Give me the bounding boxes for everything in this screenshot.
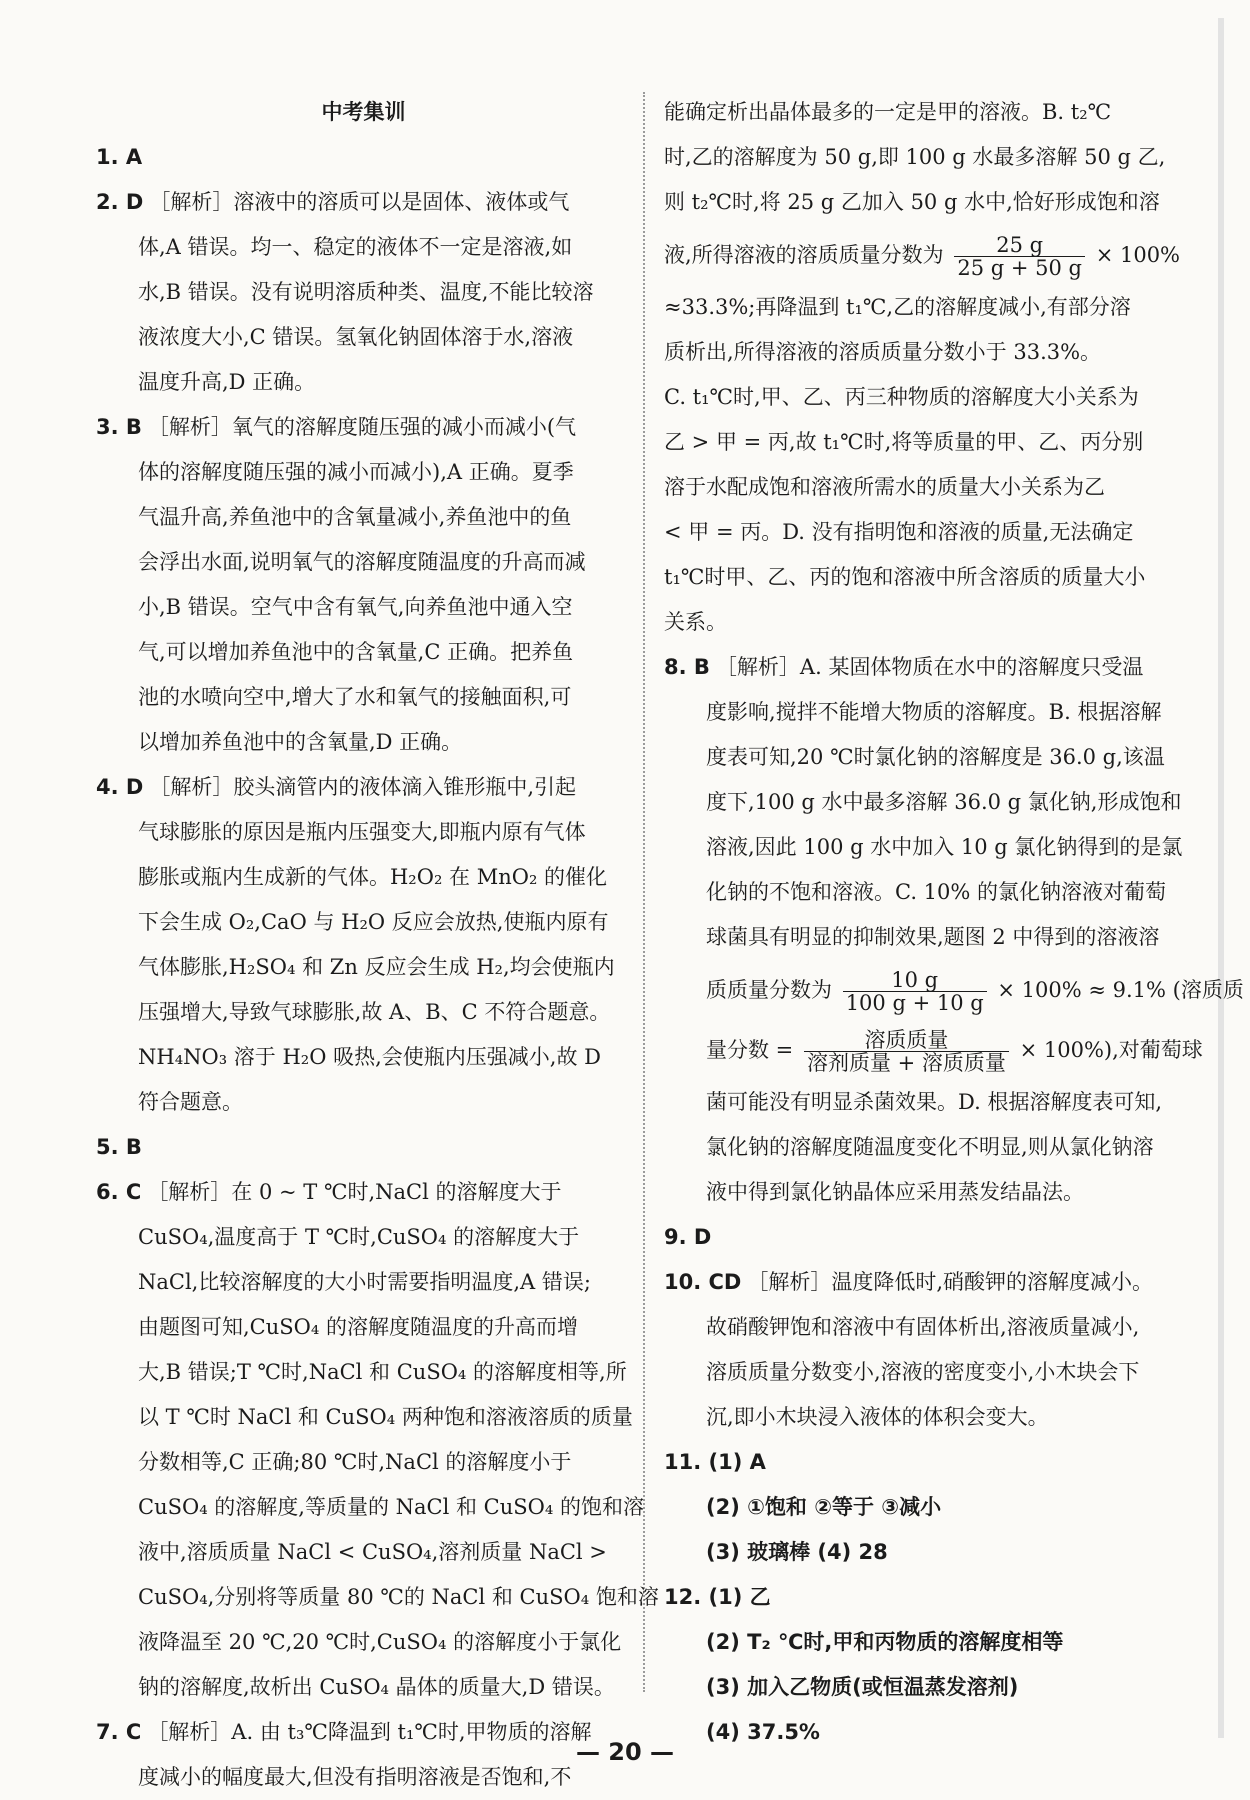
- fraction-line-3: 量分数 = $\frac{\text{溶质质量}}{\text{溶剂质量 + 溶质质量}}$ × 100%),对葡萄球: [706, 1028, 1203, 1075]
- answer-12: 12. (1) 乙 (2) T₂ ℃时,甲和丙物质的溶解度相等 (3) 加入乙物质(或恒温蒸发溶剂) (4) 37.5%: [664, 1585, 1064, 1744]
- page-number: — 20 —: [575, 1738, 675, 1766]
- answer-7: 7. C ［解析］A. 由 t₃℃降温到 t₁℃时,甲物质的溶解 度减小的幅度最大,但没有指明溶液是否饱和,不: [96, 1720, 592, 1789]
- right-column: [664, 90, 1244, 1755]
- page-edge-shadow: [1218, 18, 1224, 1738]
- fraction-line-1: 液,所得溶液的溶质质量分数为 $\frac{25 g}{25 g + 50 g}$ × 100%: [664, 233, 1181, 280]
- answer-11: 11. (1) A (2) ①饱和 ②等于 ③减小 (3) 玻璃棒 (4) 28: [664, 1450, 942, 1564]
- answer-9: 9. D: [664, 1225, 712, 1249]
- answer-7-continued: 能确定析出晶体最多的一定是甲的溶液。B. t₂℃ 时,乙的溶解度为 50 g,即 100 g 水最多溶解 50 g 乙, 则 t₂℃时,将 25 g 乙加入 50 g 水中,恰好形成饱和溶 液,所得溶液的溶质质量分数为 $\frac{25 g}{25 g + 50 g}$ × 100% ≈33.3%;再降温到 t₁℃,乙的溶解度减小,有部分溶 质析出,所得溶液的溶质质量分数小于 33.3%。 C. t₁℃时,甲、乙、丙三种物质的溶解度大小关系为 乙 > 甲 = 丙,故 t₁℃时,将等质量的甲、乙、丙分别 溶于水配成饱和溶液所需水的质量大小关系为乙 < 甲 = 丙。D. 没有指明饱和溶液的质量,无法确定 t₁℃时甲、乙、丙的饱和溶液中所含溶质的质量大小 关系。: [664, 100, 1181, 634]
- answer-8: 8. B ［解析］A. 某固体物质在水中的溶解度只受温 度影响,搅拌不能增大物质的溶解度。B. 根据溶解 度表可知,20 ℃时氯化钠的溶解度是 36.0 g,该温 度下,100 g 水中最多溶解 36.0 g 氯化钠,形成饱和 溶液,因此 100 g 水中加入 10 g 氯化钠得到的是氯 化钠的不饱和溶液。C. 10% 的氯化钠溶液对葡萄 球菌具有明显的抑制效果,题图 2 中得到的溶液溶 质质量分数为 $\frac{10 g}{100 g + 10 g}$ × 100% ≈ 9.1% (溶质质 量分数 = $\frac{\text{溶质质量}}{\text{溶剂质量 + 溶质质量}}$ × 100%),对葡萄球 菌可能没有明显杀菌效果。D. 根据溶解度表可知, 氯化钠的溶解度随温度变化不明显,则从氯化钠溶 液中得到氯化钠晶体应采用蒸发结晶法。: [664, 655, 1244, 1204]
- definition-fraction-formula: $\frac{\text{溶质质量}}{\text{溶剂质量 + 溶质质量}}$: [804, 1029, 1009, 1074]
- answer-6: 6. C ［解析］在 0 ~ T ℃时,NaCl 的溶解度大于 CuSO₄,温度高于 T ℃时,CuSO₄ 的溶解度大于 NaCl,比较溶解度的大小时需要指明温度,A 错误; 由题图可知,CuSO₄ 的溶解度随温度的升高而增 大,B 错误;T ℃时,NaCl 和 CuSO₄ 的溶解度相等,所 以 T ℃时 NaCl 和 CuSO₄ 两种饱和溶液溶质的质量 分数相等,C 正确;80 ℃时,NaCl 的溶解度小于 CuSO₄ 的溶解度,等质量的 NaCl 和 CuSO₄ 的饱和溶 液中,溶质质量 NaCl < CuSO₄,溶剂质量 NaCl > CuSO₄,分别将等质量 80 ℃的 NaCl 和 CuSO₄ 饱和溶 液降温至 20 ℃,20 ℃时,CuSO₄ 的溶解度小于氯化 钠的溶解度,故析出 CuSO₄ 晶体的质量大,D 错误。: [96, 1180, 659, 1699]
- column-divider: [643, 92, 645, 1692]
- fraction-line-2: 质质量分数为 $\frac{10 g}{100 g + 10 g}$ × 100% ≈ 9.1% (溶质质: [706, 968, 1244, 1015]
- section-title: 中考集训: [321, 100, 406, 124]
- nacl-fraction-formula: $\frac{10 g}{100 g + 10 g}$: [843, 969, 987, 1014]
- answer-1: 1. A: [96, 145, 143, 169]
- answer-4: 4. D ［解析］胶头滴管内的液体滴入锥形瓶中,引起 气球膨胀的原因是瓶内压强变大,即瓶内原有气体 膨胀或瓶内生成新的气体。H₂O₂ 在 MnO₂ 的催化 下会生成 O₂,CaO 与 H₂O 反应会放热,使瓶内原有 气体膨胀,H₂SO₄ 和 Zn 反应会生成 H₂,均会使瓶内 压强增大,导致气球膨胀,故 A、B、C 不符合题意。 NH₄NO₃ 溶于 H₂O 吸热,会使瓶内压强减小,故 D 符合题意。: [96, 775, 615, 1114]
- answer-10: 10. CD ［解析］温度降低时,硝酸钾的溶解度减小。 故硝酸钾饱和溶液中有固体析出,溶液质量减小, 溶质质量分数变小,溶液的密度变小,小木块会下 沉,即小木块浸入液体的体积会变大。: [664, 1270, 1154, 1429]
- answer-3: 3. B ［解析］氧气的溶解度随压强的减小而减小(气 体的溶解度随压强的减小而减小),A 正确。夏季 气温升高,养鱼池中的含氧量减小,养鱼池中的鱼 会浮出水面,说明氧气的溶解度随温度的升高而减 小,B 错误。空气中含有氧气,向养鱼池中通入空 气,可以增加养鱼池中的含氧量,C 正确。把养鱼 池的水喷向空中,增大了水和氧气的接触面积,可 以增加养鱼池中的含氧量,D 正确。: [96, 415, 586, 754]
- answer-2: 2. D ［解析］溶液中的溶质可以是固体、液体或气 体,A 错误。均一、稳定的液体不一定是溶液,如 水,B 错误。没有说明溶质种类、温度,不能比较溶 液浓度大小,C 错误。氢氧化钠固体溶于水,溶液 温度升高,D 正确。: [96, 190, 594, 394]
- mass-fraction-formula: $\frac{25 g}{25 g + 50 g}$: [954, 234, 1085, 279]
- left-column: [96, 90, 659, 1800]
- answer-5: 5. B: [96, 1135, 142, 1159]
